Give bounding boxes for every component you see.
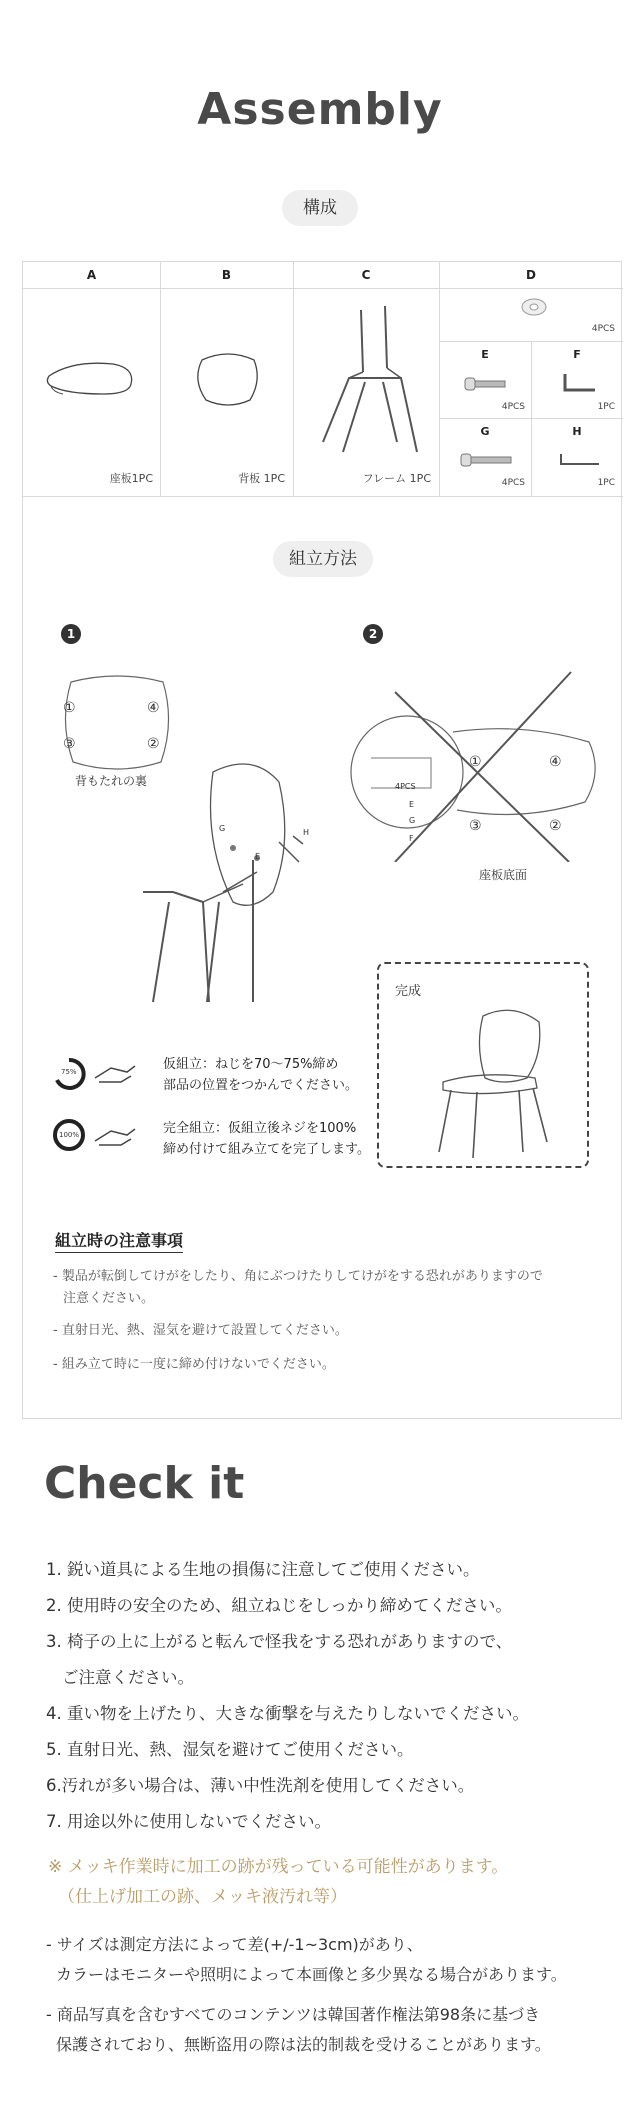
marker-2-back: ②	[147, 736, 160, 752]
check-item: 3. 椅子の上に上がると転んで怪我をする恐れがありますので、	[46, 1632, 513, 1651]
check-title: Check it	[44, 1458, 245, 1509]
table-col-divider	[160, 262, 161, 496]
hex-key-f-icon	[559, 370, 599, 398]
washer-part-icon	[519, 296, 549, 318]
part-h-qty: 1PC	[597, 478, 615, 488]
col-head-d: D	[526, 268, 536, 282]
completed-chair-icon	[423, 982, 573, 1162]
assembly-frame	[22, 261, 622, 1419]
marker-e-step1: E	[255, 852, 261, 861]
back-caption: 背もたれの裏	[75, 774, 148, 788]
col-head-b: B	[221, 268, 232, 282]
part-f-head: F	[573, 348, 581, 361]
check-item: 6.汚れが多い場合は、薄い中性洗剤を使用してください。	[46, 1776, 475, 1795]
part-g-qty: 4PCS	[501, 478, 525, 488]
part-a-label: 座板1PC	[109, 472, 153, 485]
part-g-head: G	[480, 425, 490, 438]
marker-d-step2: 4PCS	[395, 782, 416, 791]
table-col-divider	[439, 262, 440, 496]
marker-h-step1: H	[303, 828, 310, 837]
size-note: - サイズは測定方法によって差(+/-1~3cm)があり、	[46, 1935, 423, 1954]
table-row-divider	[439, 418, 623, 419]
full-assembly-line1: 完全組立：仮組立後ネジを100%	[163, 1121, 357, 1136]
gauge-100-label: 100%	[59, 1131, 80, 1139]
bolt-e-icon	[463, 374, 513, 394]
part-b-label: 背板 1PC	[238, 472, 285, 485]
marker-1-seat: ①	[469, 754, 482, 770]
marker-e-step2: E	[409, 800, 415, 809]
marker-g-step1: G	[219, 824, 226, 833]
marker-2-seat: ②	[549, 818, 562, 834]
seat-part-icon	[43, 354, 143, 404]
part-c-label: フレーム 1PC	[362, 472, 431, 485]
table-bottom-divider	[23, 496, 623, 497]
table-header-divider	[23, 288, 623, 289]
hex-key-h-icon	[557, 448, 603, 472]
assembly-title: Assembly	[197, 84, 443, 135]
check-item: 4. 重い物を上げたり、大きな衝撃を与えたりしないでください。	[46, 1704, 529, 1723]
plating-warning: ※ メッキ作業時に加工の跡が残っている可能性があります。	[48, 1857, 509, 1877]
part-f-qty: 1PC	[597, 402, 615, 412]
copyright-note-cont: 保護されており、無断盗用の際は法的制裁を受けることがあります。	[56, 2035, 551, 2054]
col-head-c: C	[361, 268, 371, 282]
bolt-g-icon	[459, 450, 519, 470]
method-pill: 組立方法	[273, 541, 373, 577]
marker-4-back: ④	[147, 700, 160, 716]
temp-assembly-line1: 仮組立：ねじを70〜75%締め	[163, 1057, 339, 1072]
plating-warning-detail: （仕上げ加工の跡、メッキ液汚れ等）	[58, 1887, 347, 1907]
completed-label: 完成	[395, 984, 422, 999]
check-item: 2. 使用時の安全のため、組立ねじをしっかり締めてください。	[46, 1596, 512, 1615]
table-col-divider	[293, 262, 294, 496]
frame-part-icon	[313, 302, 423, 462]
col-head-a: A	[86, 268, 97, 282]
marker-3-seat: ③	[469, 818, 482, 834]
marker-f-step2: F	[409, 834, 414, 843]
copyright-note: - 商品写真を含むすべてのコンテンツは韓国著作権法第98条に基づき	[46, 2005, 541, 2024]
marker-3-back: ③	[63, 736, 76, 752]
components-pill: 構成	[282, 190, 358, 226]
part-e-head: E	[481, 348, 489, 361]
caution-item: - 製品が転倒してけがをしたり、角にぶつけたりしてけがをする恐れがありますので	[53, 1269, 543, 1284]
step-1-chair-diagram	[103, 752, 333, 1012]
marker-g-step2: G	[409, 816, 416, 825]
check-item: 1. 鋭い道具による生地の損傷に注意してご使用ください。	[46, 1560, 480, 1579]
part-h-head: H	[572, 425, 582, 438]
check-item: 5. 直射日光、熱、湿気を避けてご使用ください。	[46, 1740, 414, 1759]
part-d-qty: 4PCS	[591, 324, 615, 334]
caution-item: - 直射日光、熱、湿気を避けて設置してください。	[53, 1323, 348, 1338]
table-row-divider	[439, 341, 623, 342]
step-1-badge: 1	[61, 624, 81, 644]
check-item: ご注意ください。	[62, 1668, 194, 1687]
caution-item: 注意ください。	[63, 1291, 155, 1306]
size-note-cont: カラーはモニターや照明によって本画像と多少異なる場合があります。	[56, 1965, 567, 1984]
caution-title: 組立時の注意事項	[55, 1228, 183, 1253]
check-item: 7. 用途以外に使用しないでください。	[46, 1812, 331, 1831]
full-assembly-line2: 締め付けて組み立てを完了します。	[163, 1142, 370, 1157]
marker-4-seat: ④	[549, 754, 562, 770]
gauge-75-label: 75%	[61, 1068, 77, 1076]
temp-assembly-line2: 部品の位置をつかんでください。	[163, 1078, 359, 1093]
seat-caption: 座板底面	[479, 868, 528, 882]
backrest-part-icon	[188, 346, 268, 416]
part-e-qty: 4PCS	[501, 402, 525, 412]
caution-item: - 組み立て時に一度に締め付けないでください。	[53, 1357, 335, 1372]
marker-1-back: ①	[63, 700, 76, 716]
step-2-badge: 2	[363, 624, 383, 644]
